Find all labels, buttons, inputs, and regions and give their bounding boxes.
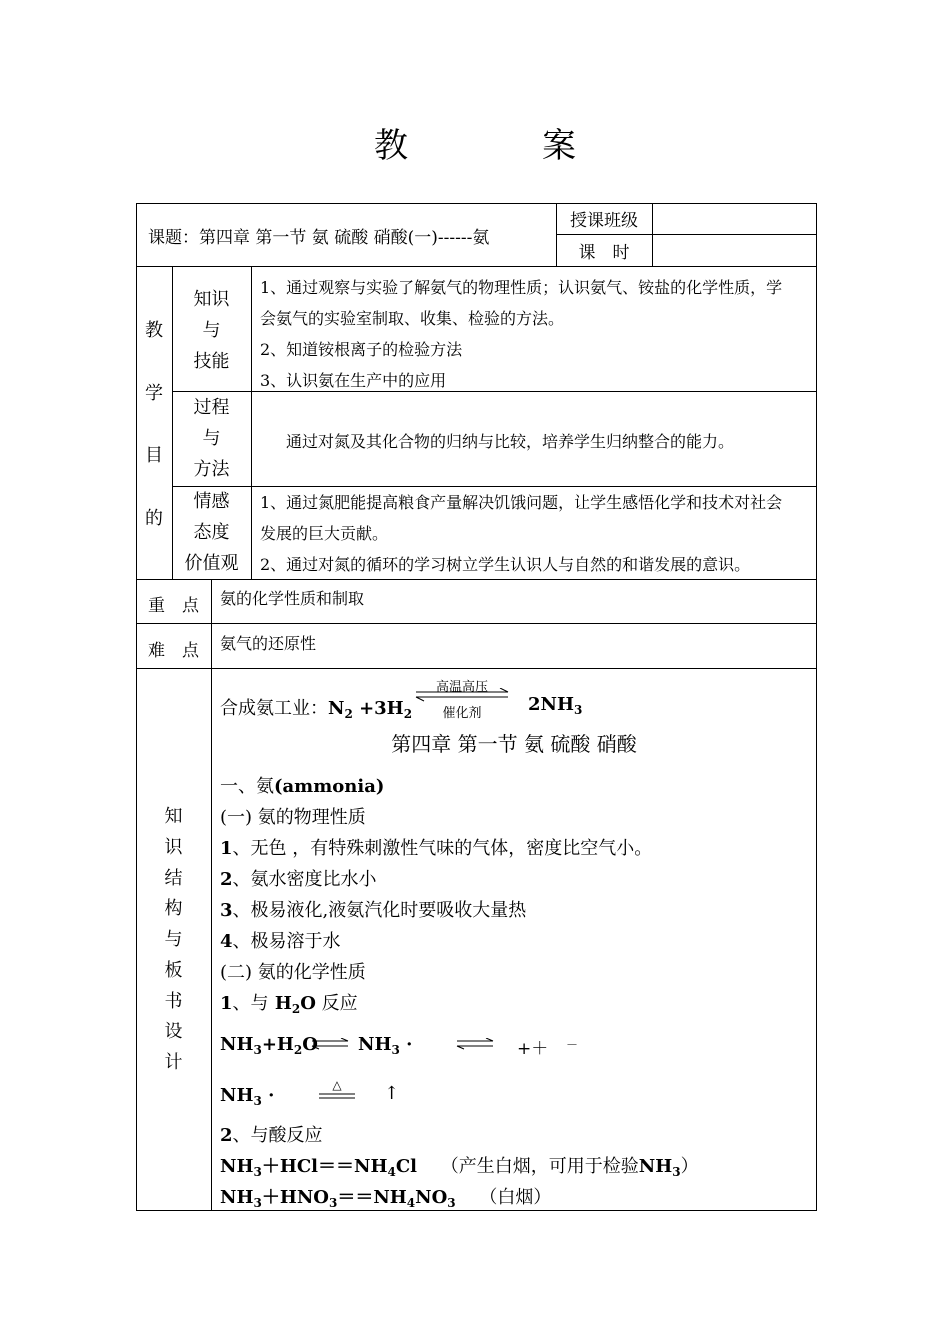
page-title: 教 案 [374,126,626,166]
chem-property-2: 2、与酸反应 [220,1125,323,1146]
class-label: 授课班级 [570,211,638,231]
physical-property-item: 1、无色 ，有特殊刺激性气味的气体，密度比空气小。 [220,838,653,859]
knowledge-label: 知识 与 技能 [193,289,230,372]
equation-hcl: $NH_3+HCl==NH_4Cl$ （产生白烟，可用于检验$NH_3$） [220,1156,699,1179]
table-border-bottom [136,1210,817,1211]
key-point-text: 氨的化学性质和制取 [220,589,365,608]
equation-water-product: $NH_3$ · [358,1034,413,1057]
process-label: 过程 与 方法 [193,397,230,480]
difficulty-text: 氨气的还原性 [220,634,317,653]
key-point-label: 重 点 [148,596,199,616]
objectives-label: 教 学 目 的 [145,320,163,529]
equilibrium-arrow-icon [456,1038,494,1050]
sub2-heading: (二) 氨的化学性质 [220,962,366,983]
structure-label: 知 识 结 构 与 板 书 设 计 [164,806,183,1073]
synthesis-equation: 合成氨工业：$N_2 +3H_2$ [220,698,413,721]
period-label: 课 时 [578,243,630,263]
ion-plus: +＋ [517,1039,549,1059]
physical-property-item: 2、氨水密度比水小 [220,869,377,890]
physical-property-item: 3、极易液化,液氨汽化时要吸收大量热 [220,900,527,921]
physical-property-item: 4、极易溶于水 [220,931,341,952]
divider [136,623,817,624]
part1-heading: 一、氨(ammonia) [220,776,385,797]
emotion-label: 情感 态度 价值观 [184,491,239,574]
divider [136,266,817,267]
heat-icon: △ [332,1078,342,1092]
topic-text: 课题：第四章 第一节 氨 硫酸 硝酸(一)------氨 [148,228,490,248]
divider [211,579,212,1211]
equilibrium-arrow-icon [412,688,512,702]
table-border-right [816,203,817,1211]
equation-decompose: $NH_3$ · [220,1085,275,1108]
equation-water: $NH_3+H_2O$ [220,1034,318,1057]
equation-hno3: $NH_3+HNO_3==NH_4NO_3$ （白烟） [220,1187,552,1210]
ion-minus: － [566,1038,579,1052]
class-value-cell[interactable] [653,204,816,234]
equilibrium-arrow-icon [311,1038,349,1050]
emotion-text: 1、通过氮肥能提高粮食产量解决饥饿问题，让学生感悟化学和技术对社会 发展的巨大贡献。 2、通过对氮的循环的学习树立学生认识人与自然的和谐发展的意识。 [260,493,783,574]
divider [251,266,252,579]
sub1-heading: (一) 氨的物理性质 [220,807,366,828]
equals-arrow-icon [318,1093,356,1099]
divider [136,668,817,669]
period-value-cell[interactable] [653,235,816,266]
knowledge-text: 1、通过观察与实验了解氨气的物理性质；认识氨气、铵盐的化学性质，学 会氨气的实验室制取、收集、检验的方法。 2、知道铵根离子的检验方法 3、认识氨在生产中的应用 [260,278,783,390]
gas-up-icon: ↑ [384,1083,400,1104]
synthesis-product: $2NH_3$ [528,694,583,717]
chem-property-1: 1、与 $H_2O$ 反应 [220,993,358,1016]
process-text: 通过对氮及其化合物的归纳与比较，培养学生归纳整合的能力。 [286,432,735,451]
difficulty-label: 难 点 [148,641,199,661]
synthesis-arrow: 高温高压 催化剂 [412,676,512,720]
section-title: 第四章 第一节 氨 硫酸 硝酸 [391,732,637,756]
